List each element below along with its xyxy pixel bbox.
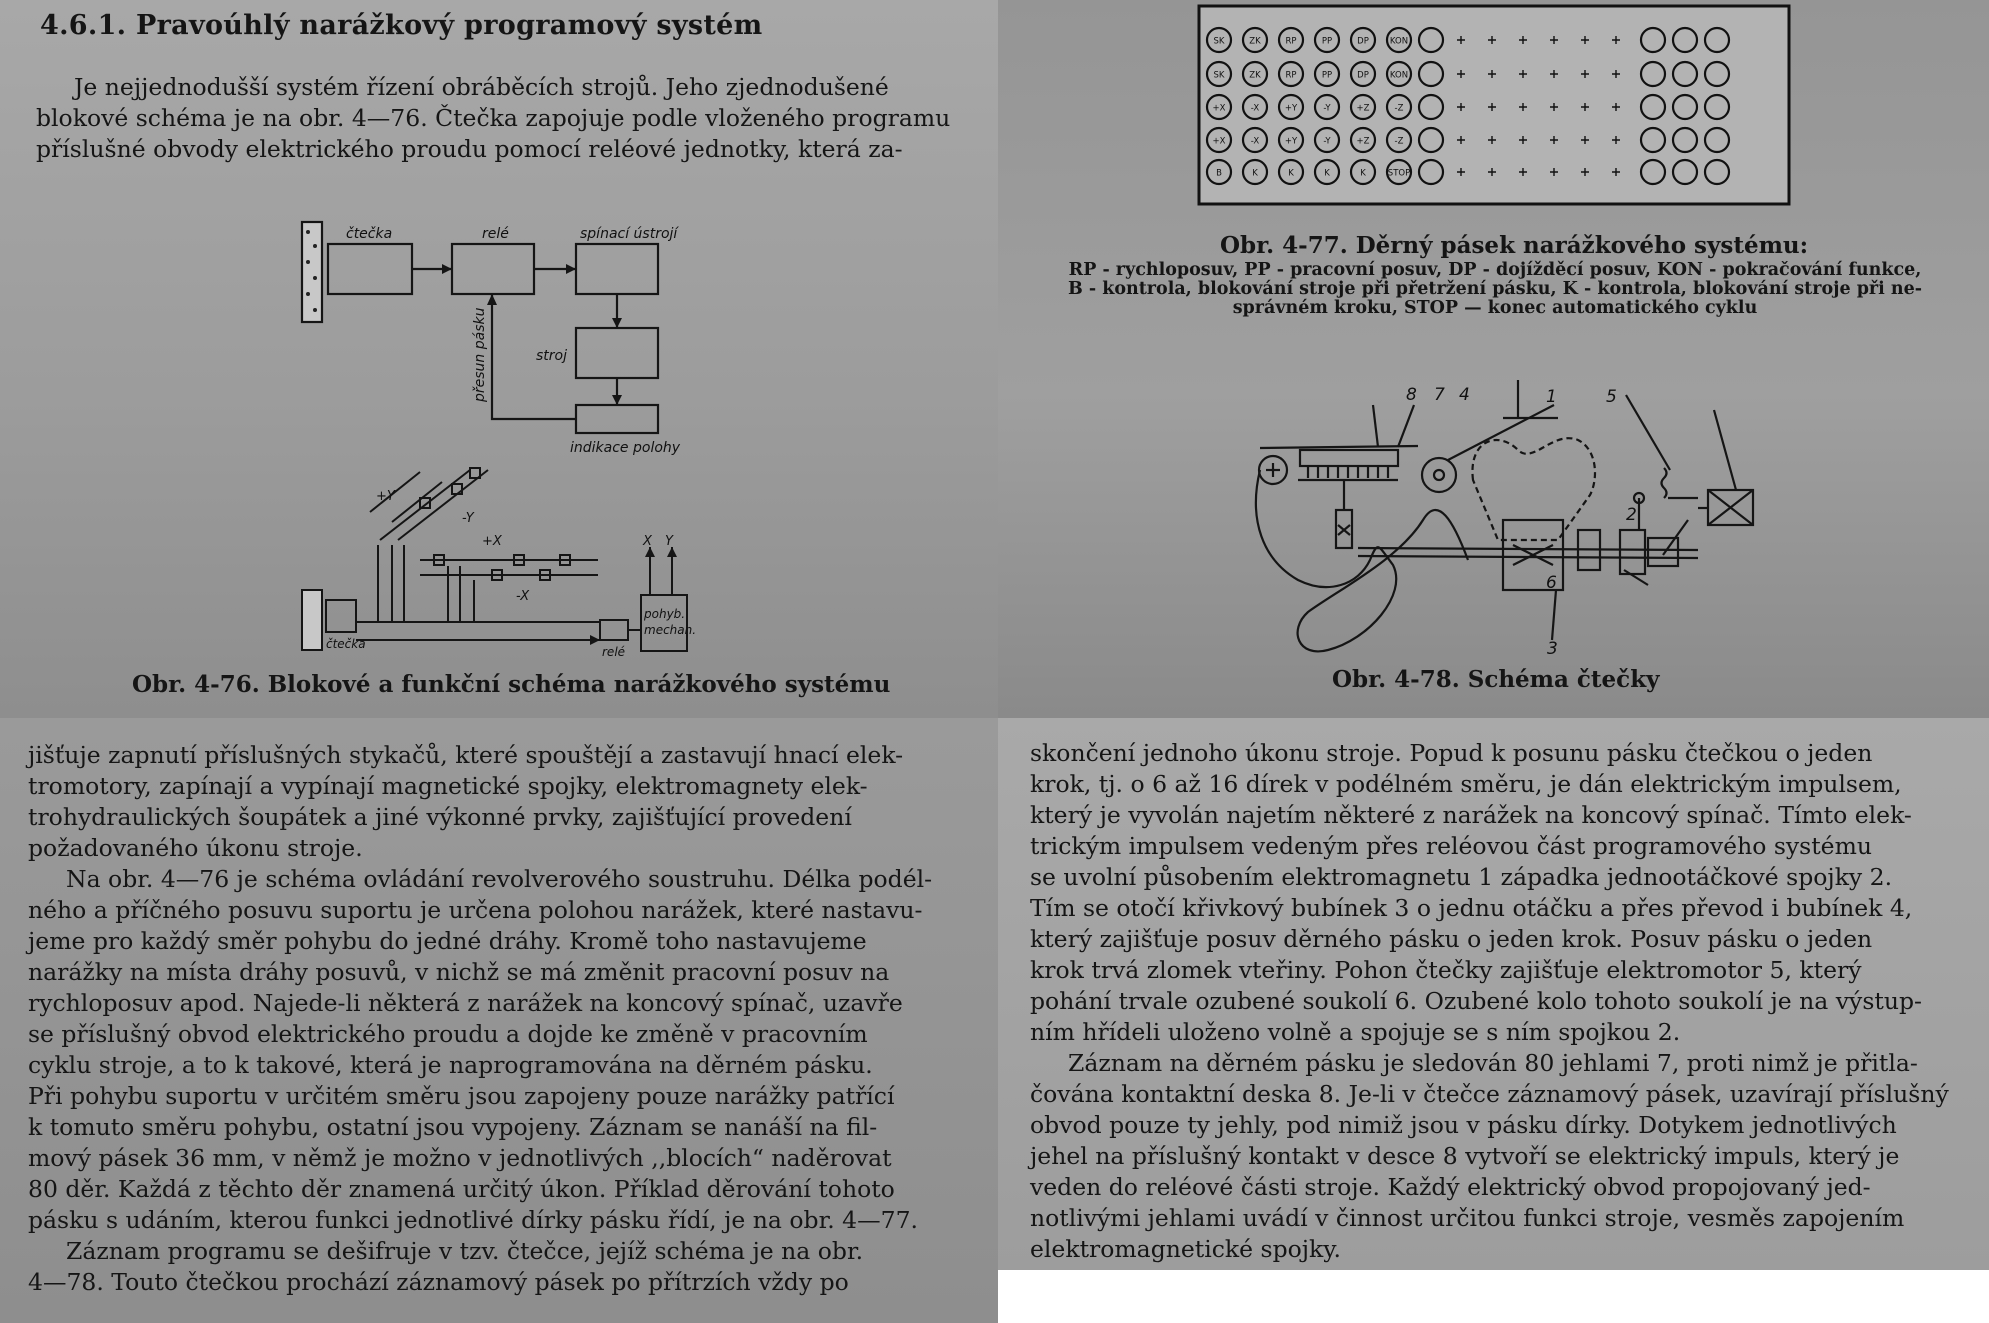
text-line: Záznam na děrném pásku je sledován 80 jehlami 7, proti nimž je přitla- xyxy=(1068,1049,1918,1077)
text-line: trohydraulických šoupátek a jiné výkonné prvky, zajišťující provedení xyxy=(28,803,852,831)
text-line: pásku s udáním, kterou funkci jednotlivé dírky pásku řídí, je na obr. 4—77. xyxy=(28,1206,919,1234)
label-machine: stroj xyxy=(536,348,567,364)
intro-line: blokové schéma je na obr. 4—76. Čtečka zapojuje podle vloženého programu xyxy=(36,104,951,132)
tape-hole-label: K xyxy=(1288,168,1294,179)
callout-5: 5 xyxy=(1606,387,1617,407)
label-reader: čtečka xyxy=(346,226,393,242)
tape-hole-label: KON xyxy=(1389,70,1409,81)
text-line: ného a příčného posuvu suportu je určena polohou narážek, které nastavu- xyxy=(28,896,923,924)
electromagnet-1 xyxy=(1662,468,1667,498)
label-x: X xyxy=(643,534,652,549)
tape-hole-label: SK xyxy=(1213,36,1225,47)
text-line: čována kontaktní deska 8. Je-li v čtečce záznamový pásek, uzavírají příslušný xyxy=(1030,1080,1949,1108)
page-bottom-right xyxy=(998,718,1989,1270)
callout-7: 7 xyxy=(1434,385,1445,405)
tape-hole-label: K xyxy=(1324,168,1330,179)
text-line: cyklu stroje, a to k takové, která je naprogramována na děrném pásku. xyxy=(28,1051,873,1079)
relay-block xyxy=(452,244,534,294)
cam-drum-profile xyxy=(1472,438,1595,540)
label-y: Y xyxy=(665,534,673,549)
tape-hole-label: DP xyxy=(1357,70,1369,81)
position-block xyxy=(576,405,658,433)
tape-hole-label: +Y xyxy=(1284,103,1298,114)
tape-hole-label: +Z xyxy=(1356,103,1370,114)
page-bottom-left xyxy=(0,718,998,1323)
tape-hole-label: +Z xyxy=(1356,136,1370,147)
tape-hole-label: ZK xyxy=(1249,70,1261,81)
text-line: jišťuje zapnutí příslušných stykačů, které spouštějí a zastavují hnací elek- xyxy=(28,741,904,769)
tape-hole-label: DP xyxy=(1357,36,1369,47)
left-body-text xyxy=(28,740,960,1298)
tape-hole-label: -Z xyxy=(1394,103,1404,114)
callout-3: 3 xyxy=(1547,639,1558,659)
text-line: ním hřídeli uloženo volně a spojuje se s ním spojkou 2. xyxy=(1030,1018,1681,1046)
figure-4-76 xyxy=(0,0,998,718)
text-line: který je vyvolán najetím některé z narážek na koncový spínač. Tímto elek- xyxy=(1030,801,1912,829)
text-line: se uvolní působením elektromagnetu 1 západka jednootáčkové spojky 2. xyxy=(1030,863,1893,891)
tape-hole-label: B xyxy=(1216,168,1222,179)
text-line: Tím se otočí křivkový bubínek 3 o jednu otáčku a přes převod i bubínek 4, xyxy=(1030,894,1913,922)
text-line: elektromagnetické spojky. xyxy=(1030,1235,1341,1263)
tape-hole-label: -X xyxy=(1250,103,1260,114)
reader-mechanism xyxy=(1256,380,1753,651)
tape-hole-label: +Y xyxy=(1284,136,1298,147)
text-line: Při pohybu suportu v určitém směru jsou zapojeny pouze narážky patřící xyxy=(28,1082,895,1110)
text-line: požadovaného úkonu stroje. xyxy=(28,834,363,862)
text-line: jehel na příslušný kontakt v desce 8 vytvoří se elektrický impuls, který je xyxy=(1030,1142,1900,1170)
callout-6: 6 xyxy=(1546,573,1557,593)
text-line: 80 děr. Každá z těchto děr znamená určitý úkon. Příklad děrování tohoto xyxy=(28,1175,895,1203)
text-line: 4—78. Touto čtečkou prochází záznamový pásek po přítrzích vždy po xyxy=(28,1268,849,1296)
legend-line: správném kroku, STOP — konec automatického cyklu xyxy=(1232,298,1758,318)
text-line: narážky na místa dráhy posuvů, v nichž se má změnit pracovní posuv na xyxy=(28,958,890,986)
tape-hole-label: +X xyxy=(1212,136,1226,147)
page-top-left xyxy=(0,0,998,718)
tape-hole-label: STOP xyxy=(1387,168,1411,179)
tape-hole-label: +X xyxy=(1212,103,1226,114)
right-body-text xyxy=(1030,738,1950,1265)
caption-fig-4-77: Obr. 4-77. Děrný pásek narážkového systému: xyxy=(1220,232,1809,259)
intro-line: Je nejjednodušší systém řízení obráběcích strojů. Jeho zjednodušené xyxy=(74,73,889,101)
tape-hole-label: SK xyxy=(1213,70,1225,81)
tape-strip-2 xyxy=(302,590,322,650)
label-switch: spínací ústrojí xyxy=(580,226,678,242)
text-line: k tomuto směru pohybu, ostatní jsou vypojeny. Záznam se nanáší na fil- xyxy=(28,1113,878,1141)
tape-hole-label: -Z xyxy=(1394,136,1404,147)
text-line: tromotory, zapínají a vypínají magnetické spojky, elektromagnety elek- xyxy=(28,772,868,800)
text-line: trickým impulsem vedeným přes reléovou část programového systému xyxy=(1030,832,1872,860)
tape-hole-label: RP xyxy=(1285,36,1297,47)
block-arrows xyxy=(442,264,622,405)
tape-hole-label: K xyxy=(1360,168,1366,179)
label-minus-x: -X xyxy=(516,589,530,604)
text-line: skončení jednoho úkonu stroje. Popud k posunu pásku čtečkou o jeden xyxy=(1030,739,1873,767)
tape-hole-label: RP xyxy=(1285,70,1297,81)
label-tape-move: přesun pásku xyxy=(472,307,488,402)
text-line: veden do reléové části stroje. Každý elektrický obvod propojovaný jed- xyxy=(1030,1173,1871,1201)
tape-hole-label: -Y xyxy=(1323,103,1331,114)
text-line: krok, tj. o 6 až 16 dírek v podélném směru, je dán elektrickým impulsem, xyxy=(1030,770,1902,798)
tape-hole-label: -Y xyxy=(1323,136,1331,147)
text-line: obvod pouze ty jehly, pod nimiž jsou v pásku dírky. Dotykem jednotlivých xyxy=(1030,1111,1897,1139)
label-minus-y: -Y xyxy=(462,511,474,526)
tape-hole-label: K xyxy=(1252,168,1258,179)
text-line: který zajišťuje posuv děrného pásku o jeden krok. Posuv pásku o jeden xyxy=(1030,925,1873,953)
label-position: indikace polohy xyxy=(570,440,681,456)
text-line: se příslušný obvod elektrického proudu a dojde ke změně v pracovním xyxy=(28,1020,868,1048)
drum-4 xyxy=(1422,458,1456,492)
tape-strip xyxy=(302,222,322,322)
text-line: Na obr. 4—76 je schéma ovládání revolverového soustruhu. Délka podél- xyxy=(66,865,933,893)
tape-hole-label: KON xyxy=(1389,36,1409,47)
reader-box xyxy=(326,600,356,632)
label-plus-y: +Y xyxy=(376,489,395,504)
callout-8: 8 xyxy=(1406,385,1417,405)
reader-block xyxy=(328,244,412,294)
machine-block xyxy=(576,328,658,378)
tape-hole-label: ZK xyxy=(1249,36,1261,47)
legend-line: RP - rychloposuv, PP - pracovní posuv, DP - dojížděcí posuv, KON - pokračování funkce, xyxy=(1068,260,1922,280)
label-plus-x: +X xyxy=(482,534,502,549)
text-line: mový pásek 36 mm, v němž je možno v jednotlivých ,,blocích“ naděrovat xyxy=(28,1144,892,1172)
section-title: 4.6.1. Pravoúhlý narážkový programový systém xyxy=(40,10,763,41)
text-line: krok trvá zlomek vteřiny. Pohon čtečky zajišťuje elektromotor 5, který xyxy=(1030,956,1862,984)
label-reader-2: čtečka xyxy=(326,637,366,651)
label-relay: relé xyxy=(482,226,509,242)
label-relay-2: relé xyxy=(602,645,626,659)
functional-schematic xyxy=(302,468,687,651)
tape-hole-label: -X xyxy=(1250,136,1260,147)
text-line: notlivými jehlami uvádí v činnost určitou funkci stroje, vesměs zapojením xyxy=(1030,1204,1905,1232)
text-line: pohání trvale ozubené soukolí 6. Ozubené kolo tohoto soukolí je na výstup- xyxy=(1030,987,1922,1015)
contact-plate xyxy=(1300,450,1398,466)
relay-box xyxy=(600,620,628,640)
callout-4: 4 xyxy=(1459,385,1470,405)
legend-line: B - kontrola, blokování stroje při přetržení pásku, K - kontrola, blokování stroje při ne- xyxy=(1067,279,1923,299)
figure-4-78 xyxy=(998,0,1989,718)
callout-1: 1 xyxy=(1546,387,1557,407)
page-top-right xyxy=(998,0,1989,718)
caption-fig-4-78: Obr. 4-78. Schéma čtečky xyxy=(1332,666,1660,693)
text-line: Záznam programu se dešifruje v tzv. čtečce, jejíž schéma je na obr. xyxy=(66,1237,864,1265)
text-line: jeme pro každý směr pohybu do jedné dráhy. Kromě toho nastavujeme xyxy=(28,927,867,955)
clutch-2 xyxy=(1620,530,1645,574)
label-drive-1: pohyb. xyxy=(644,607,686,621)
text-line: rychloposuv apod. Najede-li některá z narážek na koncový spínač, uzavře xyxy=(28,989,903,1017)
switch-block xyxy=(576,244,658,294)
caption-fig-4-76: Obr. 4-76. Blokové a funkční schéma narážkového systému xyxy=(132,671,891,698)
tape-hole-label: PP xyxy=(1321,70,1333,81)
label-drive-2: mechan. xyxy=(644,623,697,637)
tape-path xyxy=(1256,470,1468,651)
intro-line: příslušné obvody elektrického proudu pomocí reléové jednotky, která za- xyxy=(36,135,903,163)
callout-2: 2 xyxy=(1626,505,1637,525)
tape-hole-label: PP xyxy=(1321,36,1333,47)
